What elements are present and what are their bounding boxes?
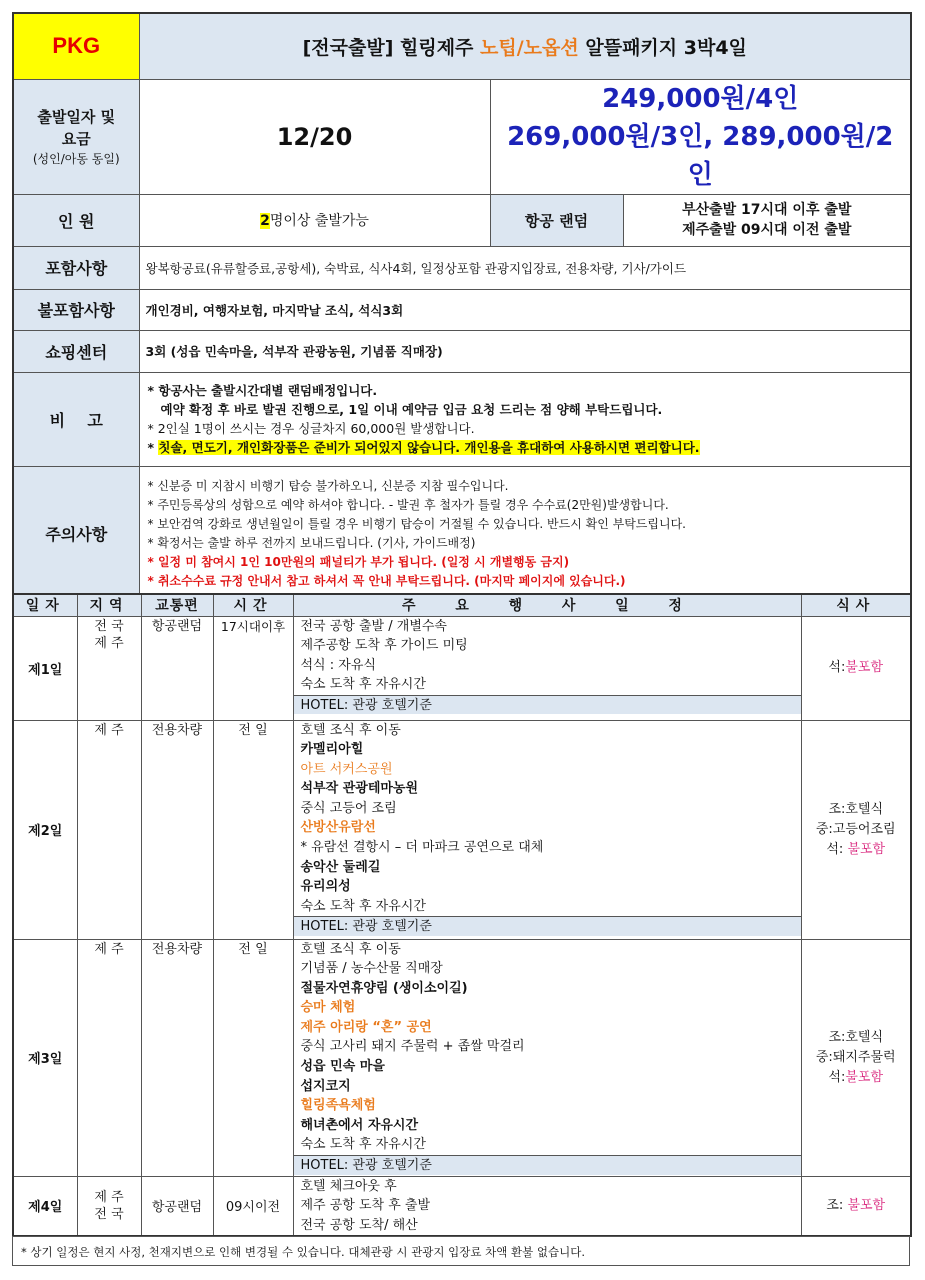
day3-label: 제3일 — [13, 939, 77, 1176]
footer-note: * 상기 일정은 현지 사정, 천재지변으로 인해 변경될 수 있습니다. 대체관광 시 관광지 입장료 차액 환불 없습니다. — [12, 1236, 910, 1266]
day4-schedule — [293, 1176, 801, 1236]
day4-label: 제4일 — [13, 1176, 77, 1236]
excluded-text: 개인경비, 여행자보험, 마지막날 조식, 석식3회 — [139, 289, 911, 330]
day1-hotel: HOTEL: 관광 호텔기준 — [294, 695, 801, 715]
day4-region: 제 주 전 국 — [77, 1176, 141, 1236]
schedule-item: 제주 공항 도착 후 출발 — [300, 1198, 431, 1214]
schedule-item: 중식 고등어 조림 — [300, 800, 397, 816]
remarks-text: * 항공사는 출발시간대별 랜덤배정입니다. 예약 확정 후 바로 발권 진행으로, 1일 이내 예약금 입금 요청 드리는 점 양해 부탁드립니다. * 2인실 1명이 쓰시는 경우 싱글차지 60,000원 발생합니다. * 칫솔, 면도기, 개인화장품은 준비가 되어있지 않습니다. 개인용을 휴대하여 사용하시면 편리합니다. — [139, 372, 911, 466]
schedule-item: 호텔 조식 후 이동 — [300, 722, 401, 738]
shopping-text: 3회 (성읍 민속마을, 석부작 관광농원, 기념품 직매장) — [139, 330, 911, 372]
col-meal: 식사 — [801, 594, 911, 616]
itinerary-table — [12, 593, 912, 1237]
departure-date: 12/20 — [139, 79, 490, 194]
schedule-item: 산방산유람선 — [300, 820, 376, 836]
schedule-item: 성읍 민속 마을 — [300, 1059, 385, 1075]
day1-label: 제1일 — [13, 616, 77, 720]
day2-row — [13, 720, 911, 939]
day1-row — [13, 616, 911, 720]
schedule-item: 승마 체험 — [300, 1000, 356, 1016]
schedule-item: 카멜리아힐 — [300, 742, 364, 758]
day4-time: 09시이전 — [213, 1176, 293, 1236]
pkg-badge: PKG — [13, 13, 139, 79]
schedule-item: 해녀촌에서 자유시간 — [300, 1117, 419, 1133]
included-label: 포함사항 — [13, 246, 139, 289]
cautions-label: 주의사항 — [13, 466, 139, 602]
excluded-label: 불포함사항 — [13, 289, 139, 330]
day4-transport: 항공랜덤 — [141, 1176, 213, 1236]
day3-meal: 조:호텔식 중:돼지주물럭 석:불포함 — [801, 939, 911, 1176]
schedule-item: 숙소 도착 후 자유시간 — [300, 677, 426, 693]
day3-hotel: HOTEL: 관광 호텔기준 — [294, 1155, 801, 1175]
day2-region: 제 주 — [77, 720, 141, 939]
schedule-item: 절물자연휴양림 (생이소이길) — [300, 980, 468, 996]
price-line-1: 249,000원/4인 — [602, 83, 799, 114]
schedule-item: 석식 : 자유식 — [300, 657, 376, 673]
shopping-label: 쇼핑센터 — [13, 330, 139, 372]
schedule-item: 석부작 관광테마농원 — [300, 781, 419, 797]
col-region: 지역 — [77, 594, 141, 616]
schedule-item: 숙소 도착 후 자유시간 — [300, 1137, 426, 1153]
day1-meal: 석:불포함 — [801, 616, 911, 720]
day3-row — [13, 939, 911, 1176]
departure-label: 출발일자 및 요금 (성인/아동 동일) — [13, 79, 139, 194]
schedule-item: 아트 서커스공원 — [300, 761, 393, 777]
schedule-item: 제주공항 도착 후 가이드 미팅 — [300, 638, 468, 654]
package-title: [전국출발] 힐링제주 노팁/노옵션 알뜰패키지 3박4일 — [139, 13, 911, 79]
schedule-item: 호텔 조식 후 이동 — [300, 941, 401, 957]
col-transport: 교통편 — [141, 594, 213, 616]
price-box — [490, 79, 911, 194]
schedule-item: 송악산 둘레길 — [300, 859, 381, 875]
day3-time: 전 일 — [213, 939, 293, 1176]
day1-region: 전 국 제 주 — [77, 616, 141, 720]
schedule-item: * 유람선 결항시 – 더 마파크 공연으로 대체 — [300, 840, 544, 856]
air-schedule: 부산출발 17시대 이후 출발 제주출발 09시대 이전 출발 — [623, 194, 911, 246]
remarks-highlight: 칫솔, 면도기, 개인화장품은 준비가 되어있지 않습니다. 개인용을 휴대하여 사용하시면 편리합니다. — [158, 440, 700, 455]
day2-hotel: HOTEL: 관광 호텔기준 — [294, 916, 801, 936]
day2-schedule — [293, 720, 801, 939]
schedule-item: 유리의성 — [300, 879, 351, 895]
day1-time: 17시대이후 — [213, 616, 293, 720]
day4-row — [13, 1176, 911, 1236]
col-time: 시간 — [213, 594, 293, 616]
schedule-item: 중식 고사리 돼지 주물럭 + 좁쌀 막걸리 — [300, 1039, 525, 1055]
people-count: 2명이상 출발가능 — [139, 194, 490, 246]
col-day: 일자 — [13, 594, 77, 616]
schedule-item: 호텔 체크아웃 후 — [300, 1178, 397, 1194]
day2-meal: 조:호텔식 중:고등어조림 석: 불포함 — [801, 720, 911, 939]
day2-time: 전 일 — [213, 720, 293, 939]
day2-transport: 전용차량 — [141, 720, 213, 939]
remarks-label: 비 고 — [13, 372, 139, 466]
day2-label: 제2일 — [13, 720, 77, 939]
package-info-table — [12, 12, 912, 603]
price-line-2: 269,000원/3인, 289,000원/2인 — [507, 121, 894, 190]
schedule-item: 숙소 도착 후 자유시간 — [300, 898, 426, 914]
schedule-item: 제주 아리랑 “혼” 공연 — [300, 1019, 432, 1035]
schedule-item: 전국 공항 출발 / 개별수속 — [300, 618, 447, 634]
included-text: 왕복항공료(유류할증료,공항세), 숙박료, 식사4회, 일정상포함 관광지입장료, 전용차량, 기사/가이드 — [139, 246, 911, 289]
air-label: 항공 랜덤 — [490, 194, 623, 246]
schedule-item: 힐링족욕체험 — [300, 1098, 376, 1114]
cautions-text: * 신분증 미 지참시 비행기 탑승 불가하오니, 신분증 지참 필수입니다. * 주민등록상의 성함으로 예약 하셔야 합니다. - 발권 후 철자가 틀릴 경우 수수료(2만원)발생합니다. * 보안검역 강화로 생년월일이 틀릴 경우 비행기 탑승이 거절될 수 있습니다. 반드시 확인 부탁드립니다. * 확정서는 출발 하루 전까지 보내드립니다. (기사, 가이드배정) * 일정 미 참여시 1인 10만원의 패널티가 부가 됩니다. (일정 시 개별행동 금지) * 취소수수료 규정 안내서 참고 하셔서 꼭 안내 부탁드립니다. (마지막 페이지에 있습니다.) — [139, 466, 911, 602]
day1-transport: 항공랜덤 — [141, 616, 213, 720]
people-label: 인 원 — [13, 194, 139, 246]
day3-transport: 전용차량 — [141, 939, 213, 1176]
title-highlight: 노팁/노옵션 — [480, 36, 579, 59]
col-schedule: 주 요 행 사 일 정 — [293, 594, 801, 616]
schedule-item: 기념품 / 농수산물 직매장 — [300, 961, 443, 977]
schedule-item: 섭지코지 — [300, 1078, 351, 1094]
day4-meal: 조: 불포함 — [801, 1176, 911, 1236]
day3-region: 제 주 — [77, 939, 141, 1176]
day1-schedule — [293, 616, 801, 720]
day3-schedule — [293, 939, 801, 1176]
schedule-item: 전국 공항 도착/ 해산 — [300, 1217, 418, 1233]
